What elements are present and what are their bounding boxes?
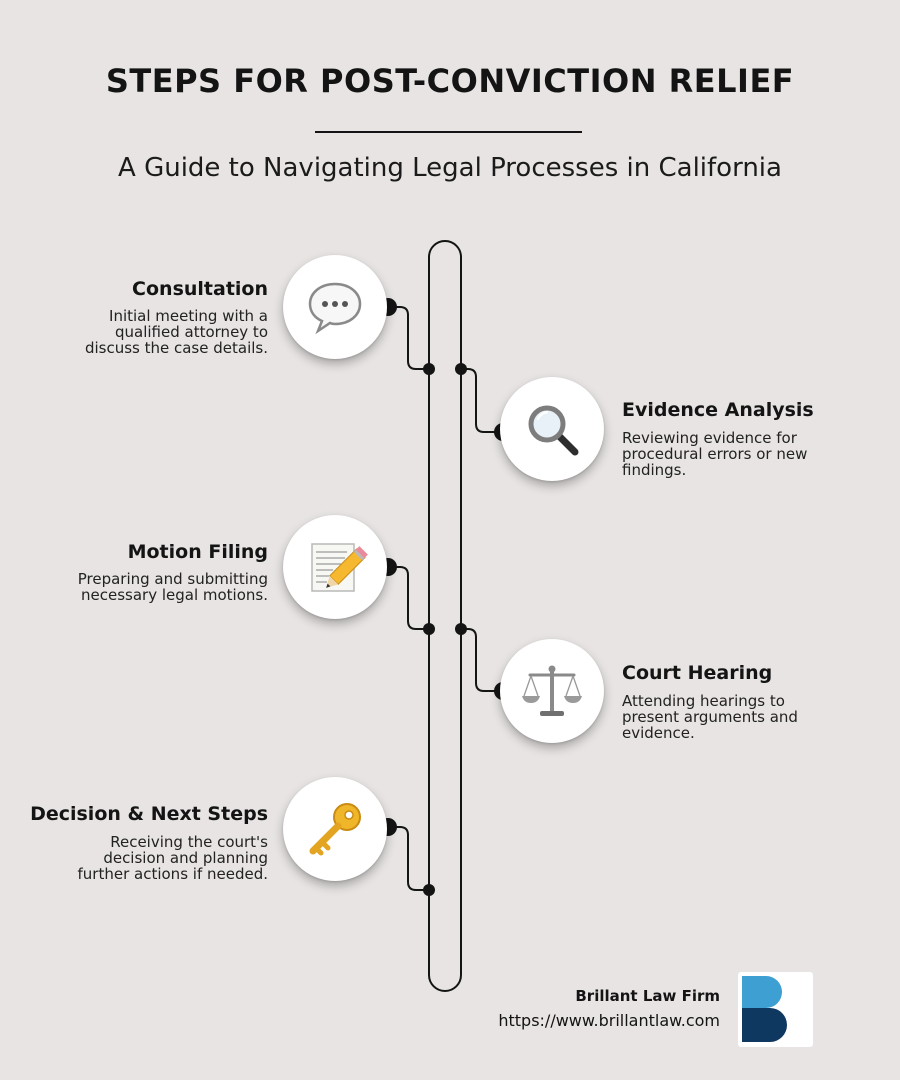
magnifying-glass-icon: [500, 377, 604, 481]
step-title-decision: Decision & Next Steps: [30, 803, 268, 825]
brillant-b-logo-icon: [738, 972, 813, 1047]
connector-motion-filing: [388, 567, 429, 629]
step-decision-node: [283, 777, 387, 881]
step-court-hearing-node: [500, 639, 604, 743]
page-title: STEPS FOR POST-CONVICTION RELIEF: [105, 62, 795, 100]
track-dot-consultation: [423, 363, 435, 375]
timeline-track: [429, 241, 461, 991]
speech-bubble-icon: [283, 255, 387, 359]
key-icon: [283, 777, 387, 881]
step-title-consultation: Consultation: [132, 278, 268, 300]
connector-court-hearing: [461, 629, 503, 691]
connector-decision: [388, 827, 429, 890]
track-dot-motion-filing: [423, 623, 435, 635]
step-description-court-hearing: Attending hearings to present arguments and evidence.: [622, 692, 798, 742]
step-description-decision: Receiving the court's decision and planning further actions if needed.: [77, 833, 268, 883]
step-description-consultation: Initial meeting with a qualified attorney to discuss the case details.: [84, 307, 268, 357]
firm-logo: [738, 972, 813, 1047]
scales-icon: [500, 639, 604, 743]
step-title-evidence-analysis: Evidence Analysis: [622, 399, 814, 421]
step-description-evidence-analysis: Reviewing evidence for procedural errors or new findings.: [622, 429, 808, 479]
step-consultation-node: [283, 255, 387, 359]
track-dot-court-hearing: [455, 623, 467, 635]
step-title-motion-filing: Motion Filing: [127, 541, 268, 563]
page-subtitle: A Guide to Navigating Legal Processes in California: [118, 153, 782, 183]
memo-pencil-icon: [283, 515, 387, 619]
step-description-motion-filing: Preparing and submitting necessary legal motions.: [77, 570, 268, 604]
track-dot-evidence-analysis: [455, 363, 467, 375]
track-dot-decision: [423, 884, 435, 896]
step-title-court-hearing: Court Hearing: [622, 662, 773, 684]
connector-evidence-analysis: [461, 369, 503, 432]
step-evidence-analysis-node: [500, 377, 604, 481]
connector-consultation: [388, 307, 429, 369]
firm-url[interactable]: https://www.brillantlaw.com: [498, 1011, 720, 1030]
step-motion-filing-node: [283, 515, 387, 619]
firm-name: Brillant Law Firm: [575, 987, 720, 1005]
